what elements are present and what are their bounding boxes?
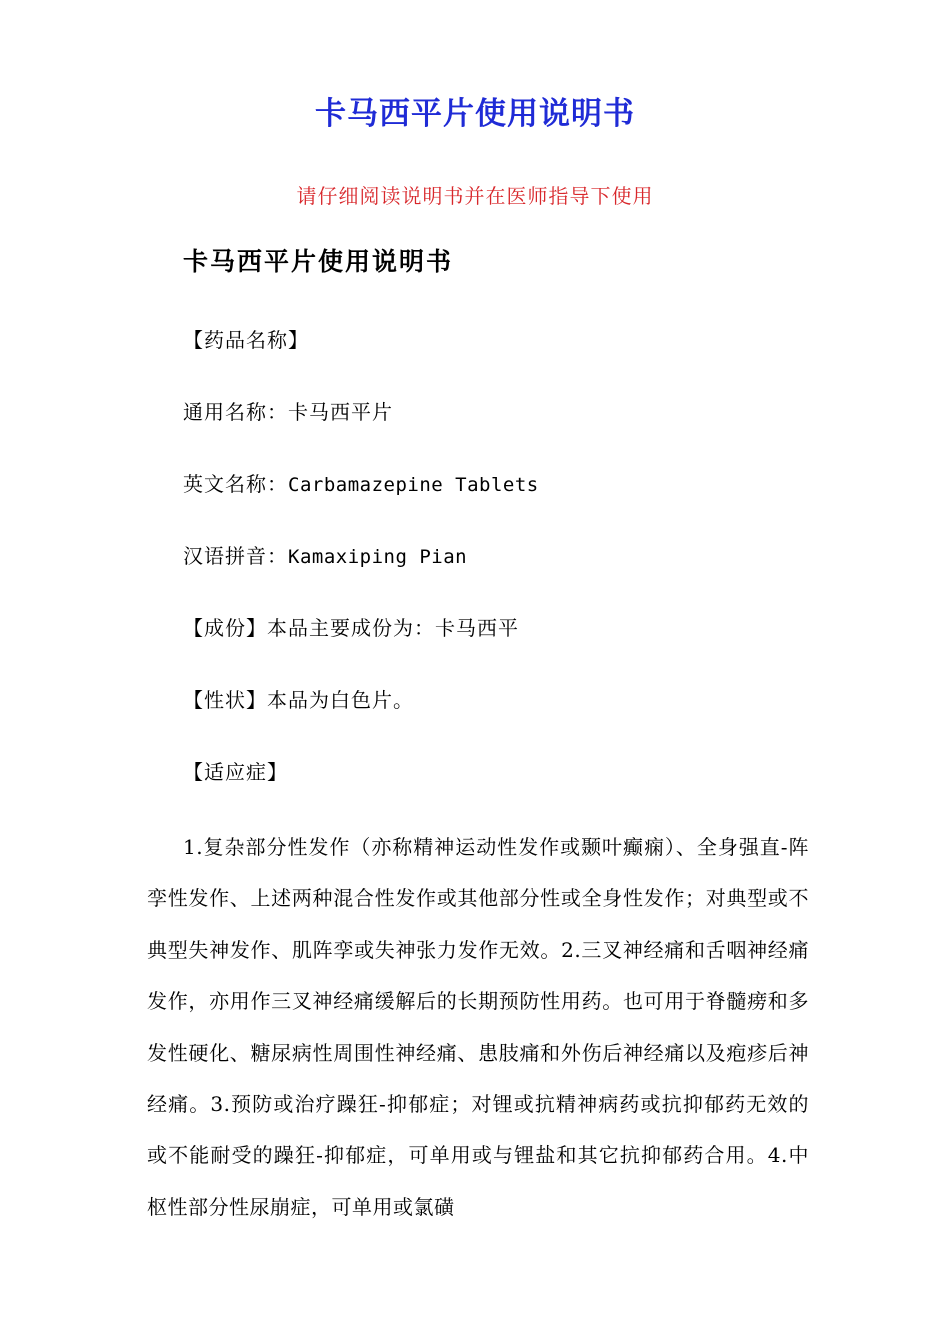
document-subtitle: 请仔细阅读说明书并在医师指导下使用: [296, 184, 654, 208]
generic-name-label: 通用名称：: [183, 400, 288, 424]
description-label: 【性状】: [183, 688, 267, 712]
generic-name-value: 卡马西平片: [288, 400, 393, 424]
indications-label: 【适应症】: [183, 760, 288, 784]
description-value: 本品为白色片。: [267, 688, 414, 712]
english-name-label: 英文名称：: [183, 472, 288, 496]
english-name-value: Carbamazepine Tablets: [288, 474, 539, 496]
ingredients-line: [183, 612, 519, 641]
document-title: 卡马西平片使用说明书: [315, 96, 635, 132]
generic-name-line: [183, 396, 393, 425]
pinyin-label: 汉语拼音：: [183, 544, 288, 568]
english-name-line: [183, 468, 539, 497]
pinyin-line: [183, 540, 467, 569]
ingredients-label: 【成份】: [183, 616, 267, 640]
indications-paragraph: 1.复杂部分性发作（亦称精神运动性发作或颞叶癫痫）、全身强直-阵孪性发作、上述两种混合性发作或其他部分性或全身性发作；对典型或不典型失神发作、肌阵孪或失神张力发作无效。2.三叉神经痛和舌咽神经痛发作，亦用作三叉神经痛缓解后的长期预防性用药。也可用于脊髓痨和多发性硬化、糖尿病性周围性神经痛、患肢痛和外伤后神经痛以及疱疹后神经痛。3.预防或治疗躁狂-抑郁症；对锂或抗精神病药或抗抑郁药无效的或不能耐受的躁狂-抑郁症，可单用或与锂盐和其它抗抑郁药合用。4.中枢性部分性尿崩症，可单用或氯磺: [147, 835, 809, 1219]
pinyin-value: Kamaxiping Pian: [288, 546, 468, 568]
section-heading: 卡马西平片使用说明书: [183, 247, 454, 276]
description-line: [183, 684, 414, 713]
ingredients-value: 本品主要成份为：卡马西平: [267, 616, 519, 640]
drug-name-label: 【药品名称】: [183, 328, 309, 352]
